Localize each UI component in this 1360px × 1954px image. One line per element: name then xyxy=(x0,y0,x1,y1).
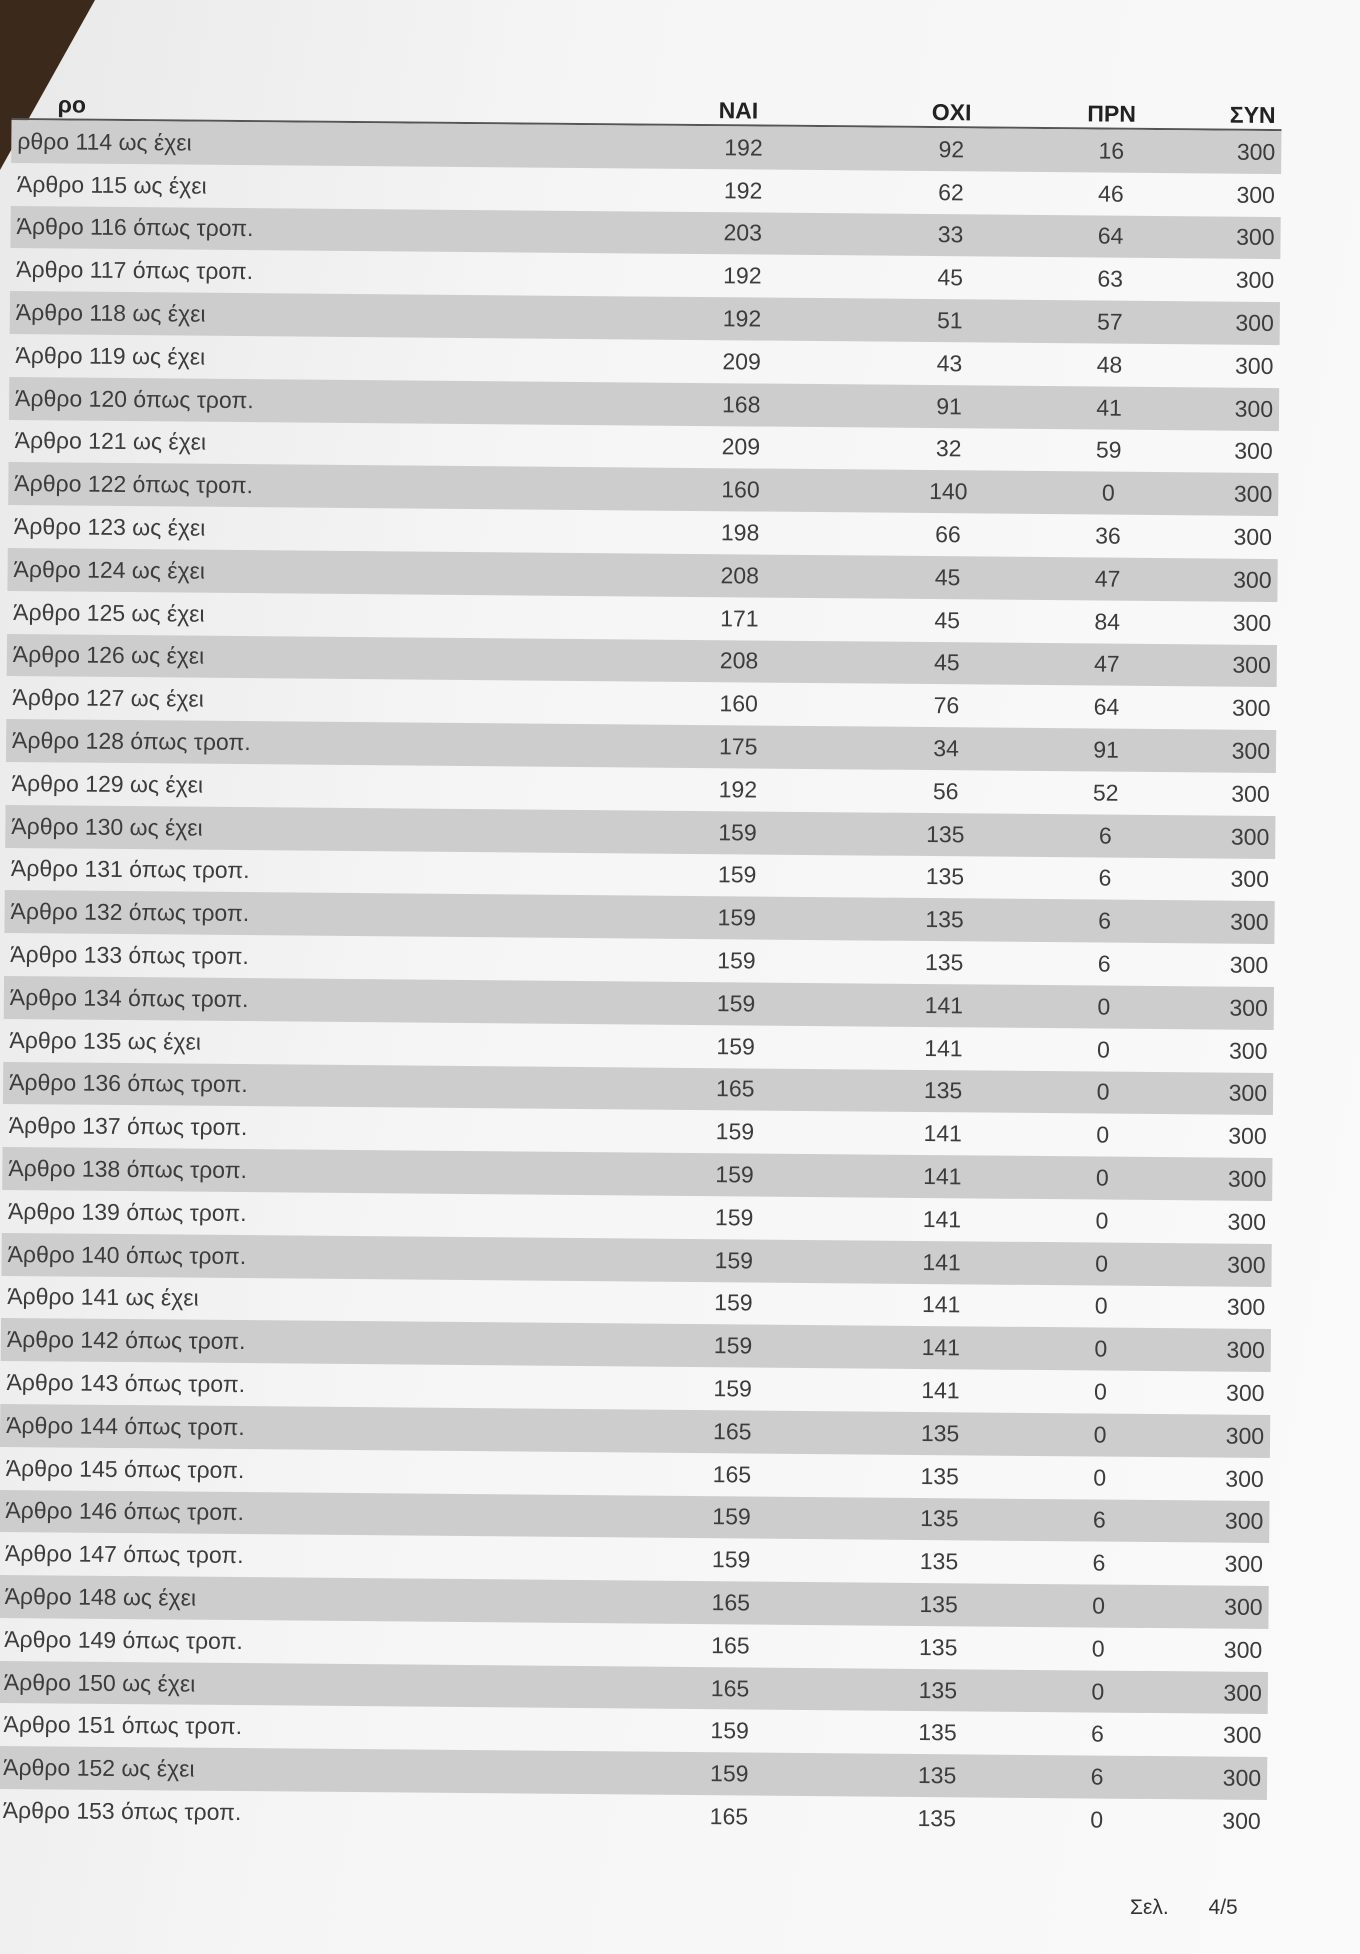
row-total: 300 xyxy=(1231,780,1270,807)
row-yes: 165 xyxy=(709,1803,749,1830)
row-yes: 159 xyxy=(714,1246,754,1274)
row-total: 300 xyxy=(1233,480,1273,508)
row-article: Άρθρο 151 όπως τροπ. xyxy=(3,1711,243,1740)
row-no: 135 xyxy=(920,1462,960,1489)
row-no: 135 xyxy=(919,1548,959,1575)
row-present: 0 xyxy=(1096,1078,1110,1106)
row-no: 91 xyxy=(936,392,962,419)
row-present: 0 xyxy=(1093,1378,1107,1405)
row-present: 16 xyxy=(1098,137,1125,164)
row-total: 300 xyxy=(1223,1636,1263,1663)
row-total: 300 xyxy=(1236,224,1275,251)
row-article: Άρθρο 138 όπως τροπ. xyxy=(8,1155,248,1184)
row-present: 0 xyxy=(1096,1036,1110,1063)
row-present: 84 xyxy=(1094,608,1121,635)
row-present: 47 xyxy=(1093,650,1120,678)
row-yes: 165 xyxy=(713,1417,752,1445)
row-no: 135 xyxy=(919,1590,958,1618)
row-present: 6 xyxy=(1098,907,1112,934)
header-yes: ΝΑΙ xyxy=(718,97,759,124)
row-article: Άρθρο 122 όπως τροπ. xyxy=(14,470,254,499)
row-no: 135 xyxy=(926,820,965,847)
row-article: Άρθρο 135 ως έχει xyxy=(9,1026,202,1055)
row-yes: 159 xyxy=(716,990,756,1017)
row-article: Άρθρο 131 όπως τροπ. xyxy=(10,855,250,884)
row-total: 300 xyxy=(1227,1251,1266,1278)
page-number: 4/5 xyxy=(1208,1896,1238,1919)
row-total: 300 xyxy=(1228,1080,1268,1107)
row-article: Άρθρο 141 ως έχει xyxy=(7,1283,199,1312)
row-present: 6 xyxy=(1092,1549,1106,1576)
row-no: 51 xyxy=(936,307,963,334)
row-yes: 159 xyxy=(710,1760,749,1787)
row-present: 6 xyxy=(1098,822,1112,849)
row-total: 300 xyxy=(1236,181,1276,208)
row-yes: 192 xyxy=(718,776,758,803)
row-yes: 159 xyxy=(715,1118,755,1145)
row-present: 6 xyxy=(1090,1763,1104,1790)
row-total: 300 xyxy=(1227,1165,1267,1193)
row-present: 91 xyxy=(1093,736,1119,763)
row-no: 66 xyxy=(935,521,961,548)
row-no: 135 xyxy=(918,1719,957,1746)
row-article: Άρθρο 133 όπως τροπ. xyxy=(10,941,249,970)
row-article: Άρθρο 120 όπως τροπ. xyxy=(14,384,254,413)
row-total: 300 xyxy=(1233,523,1273,551)
row-total: 300 xyxy=(1230,908,1269,936)
row-present: 0 xyxy=(1095,1250,1109,1277)
row-no: 32 xyxy=(935,435,962,462)
row-article: Άρθρο 137 όπως τροπ. xyxy=(8,1112,248,1141)
row-no: 92 xyxy=(938,135,965,163)
row-total: 300 xyxy=(1222,1722,1262,1749)
row-article: Άρθρο 128 όπως τροπ. xyxy=(12,727,251,756)
row-article: Άρθρο 139 όπως τροπ. xyxy=(7,1197,247,1226)
row-yes: 159 xyxy=(716,1032,755,1060)
row-no: 135 xyxy=(917,1804,957,1832)
row-no: 33 xyxy=(937,221,964,248)
row-total: 300 xyxy=(1227,1208,1267,1235)
row-present: 0 xyxy=(1094,1335,1108,1362)
row-present: 64 xyxy=(1093,693,1120,720)
row-article: Άρθρο 126 ως έχει xyxy=(12,641,205,670)
row-yes: 159 xyxy=(715,1161,754,1188)
row-total: 300 xyxy=(1223,1679,1262,1706)
row-yes: 168 xyxy=(721,390,761,418)
row-article: Άρθρο 132 όπως τροπ. xyxy=(10,898,250,927)
row-no: 135 xyxy=(925,863,965,890)
row-present: 36 xyxy=(1095,522,1121,549)
row-total: 300 xyxy=(1234,438,1273,465)
row-no: 45 xyxy=(934,563,961,591)
row-present: 0 xyxy=(1092,1592,1106,1619)
row-total: 300 xyxy=(1235,266,1275,294)
row-no: 135 xyxy=(924,949,964,976)
row-article: Άρθρο 119 ως έχει xyxy=(15,341,206,370)
row-present: 6 xyxy=(1090,1720,1104,1747)
row-present: 52 xyxy=(1092,779,1119,806)
row-yes: 160 xyxy=(721,476,760,503)
row-present: 0 xyxy=(1091,1678,1105,1705)
row-article: Άρθρο 124 ως έχει xyxy=(13,555,206,584)
row-present: 0 xyxy=(1093,1464,1107,1491)
row-article: Άρθρο 146 όπως τροπ. xyxy=(5,1497,245,1526)
row-no: 45 xyxy=(937,264,964,291)
row-yes: 165 xyxy=(711,1589,751,1616)
row-article: Άρθρο 142 όπως τροπ. xyxy=(6,1326,246,1355)
row-total: 300 xyxy=(1230,866,1270,893)
row-total: 300 xyxy=(1236,138,1276,165)
row-no: 135 xyxy=(918,1676,958,1703)
row-yes: 192 xyxy=(724,134,763,161)
row-present: 48 xyxy=(1096,351,1123,378)
row-no: 141 xyxy=(923,1163,962,1190)
row-no: 141 xyxy=(924,991,964,1019)
row-no: 135 xyxy=(918,1633,958,1661)
header-present: ΠΡΝ xyxy=(1087,100,1137,127)
row-yes: 192 xyxy=(723,176,763,204)
row-yes: 159 xyxy=(717,904,757,931)
vote-results-table xyxy=(0,66,1282,1843)
row-yes: 159 xyxy=(718,818,757,846)
row-yes: 192 xyxy=(723,262,762,289)
row-yes: 165 xyxy=(712,1460,752,1488)
row-total: 300 xyxy=(1228,1122,1267,1150)
row-total: 300 xyxy=(1232,652,1271,679)
row-no: 45 xyxy=(933,649,960,676)
row-total: 300 xyxy=(1231,737,1271,765)
row-yes: 198 xyxy=(720,519,760,546)
row-article: Άρθρο 127 ως έχει xyxy=(12,684,204,712)
row-yes: 165 xyxy=(710,1674,750,1702)
row-present: 0 xyxy=(1091,1635,1105,1662)
row-article: Άρθρο 143 όπως τροπ. xyxy=(6,1369,246,1398)
row-total: 300 xyxy=(1228,1037,1268,1064)
row-no: 135 xyxy=(920,1419,960,1447)
row-total: 300 xyxy=(1234,395,1274,422)
row-present: 0 xyxy=(1095,1164,1109,1191)
row-no: 141 xyxy=(921,1334,961,1361)
row-present: 46 xyxy=(1098,180,1124,207)
row-present: 41 xyxy=(1096,394,1122,421)
row-no: 135 xyxy=(923,1077,963,1104)
row-total: 300 xyxy=(1225,1422,1265,1449)
row-total: 300 xyxy=(1230,823,1270,850)
row-total: 300 xyxy=(1229,994,1268,1021)
row-yes: 165 xyxy=(715,1075,755,1102)
row-present: 47 xyxy=(1094,565,1121,592)
row-total: 300 xyxy=(1234,352,1274,379)
row-article: Άρθρο 118 ως έχει xyxy=(15,299,206,327)
row-yes: 165 xyxy=(711,1631,750,1659)
row-total: 300 xyxy=(1231,694,1271,722)
row-article: Άρθρο 150 ως έχει xyxy=(3,1668,196,1697)
row-no: 135 xyxy=(925,906,964,933)
row-yes: 209 xyxy=(722,348,761,375)
row-yes: 160 xyxy=(719,690,758,717)
row-total: 300 xyxy=(1225,1379,1265,1406)
row-present: 6 xyxy=(1097,950,1111,977)
row-article: Άρθρο 117 όπως τροπ. xyxy=(16,256,254,285)
row-present: 59 xyxy=(1095,436,1122,464)
row-present: 6 xyxy=(1098,864,1112,892)
row-article: Άρθρο 121 ως έχει xyxy=(14,427,207,456)
row-yes: 208 xyxy=(719,647,759,674)
row-no: 76 xyxy=(933,692,960,719)
row-yes: 192 xyxy=(722,305,762,332)
row-no: 141 xyxy=(921,1291,961,1318)
row-present: 64 xyxy=(1097,222,1124,250)
row-no: 141 xyxy=(924,1034,963,1061)
row-yes: 159 xyxy=(714,1289,753,1316)
row-no: 140 xyxy=(929,478,968,505)
row-total: 300 xyxy=(1233,566,1272,593)
row-no: 56 xyxy=(932,777,959,805)
row-yes: 159 xyxy=(712,1503,751,1530)
row-present: 0 xyxy=(1090,1806,1104,1833)
row-yes: 159 xyxy=(713,1332,753,1359)
row-total: 300 xyxy=(1224,1508,1264,1535)
row-no: 45 xyxy=(934,606,961,633)
row-no: 62 xyxy=(938,178,964,205)
row-yes: 208 xyxy=(720,562,760,589)
row-article: Άρθρο 115 ως έχει xyxy=(16,170,207,199)
row-yes: 171 xyxy=(720,604,759,632)
row-yes: 159 xyxy=(710,1717,749,1744)
row-no: 43 xyxy=(936,349,963,377)
row-total: 300 xyxy=(1224,1593,1263,1620)
row-article: Άρθρο 152 ως έχει xyxy=(3,1754,195,1782)
row-yes: 175 xyxy=(718,733,758,760)
row-article: Άρθρο 130 ως έχει xyxy=(11,812,203,841)
row-no: 141 xyxy=(922,1248,961,1275)
row-total: 300 xyxy=(1226,1336,1265,1364)
row-total: 300 xyxy=(1224,1550,1264,1578)
row-article: Άρθρο 147 όπως τροπ. xyxy=(4,1540,244,1569)
header-article: ρο xyxy=(57,91,87,118)
row-article: ρθρο 114 ως έχει xyxy=(17,127,192,156)
row-total: 300 xyxy=(1222,1807,1261,1834)
row-no: 141 xyxy=(921,1376,960,1404)
row-total: 300 xyxy=(1229,951,1269,979)
row-no: 135 xyxy=(920,1505,959,1532)
row-total: 300 xyxy=(1225,1465,1264,1492)
row-yes: 159 xyxy=(713,1375,752,1402)
row-article: Άρθρο 125 ως έχει xyxy=(13,598,205,627)
row-present: 0 xyxy=(1093,1421,1107,1448)
row-present: 0 xyxy=(1096,1121,1110,1148)
row-article: Άρθρο 145 όπως τροπ. xyxy=(5,1454,245,1483)
row-yes: 209 xyxy=(721,433,761,461)
row-present: 57 xyxy=(1096,308,1123,335)
row-article: Άρθρο 134 όπως τροπ. xyxy=(9,983,249,1012)
row-present: 0 xyxy=(1097,993,1111,1020)
row-yes: 203 xyxy=(723,219,763,247)
row-present: 0 xyxy=(1094,1292,1108,1320)
row-article: Άρθρο 140 όπως τροπ. xyxy=(7,1240,247,1269)
row-present: 0 xyxy=(1101,479,1115,506)
row-article: Άρθρο 129 ως έχει xyxy=(11,769,204,798)
row-article: Άρθρο 144 όπως τροπ. xyxy=(6,1411,245,1440)
row-present: 6 xyxy=(1092,1506,1106,1533)
row-yes: 159 xyxy=(714,1203,754,1231)
row-article: Άρθρο 123 ως έχει xyxy=(13,513,206,541)
header-total: ΣΥΝ xyxy=(1229,101,1276,129)
row-no: 141 xyxy=(923,1120,963,1147)
row-article: Άρθρο 149 όπως τροπ. xyxy=(4,1625,243,1654)
row-total: 300 xyxy=(1232,609,1272,636)
row-article: Άρθρο 136 όπως τροπ. xyxy=(9,1069,248,1098)
page-footer xyxy=(1130,1896,1272,1920)
row-present: 63 xyxy=(1097,265,1124,292)
row-no: 135 xyxy=(917,1762,957,1789)
row-article: Άρθρο 116 όπως τροπ. xyxy=(16,213,254,242)
row-no: 141 xyxy=(922,1205,962,1233)
row-total: 300 xyxy=(1222,1764,1262,1792)
table-body xyxy=(0,120,1281,1843)
header-no: ΟΧΙ xyxy=(931,99,972,126)
row-present: 0 xyxy=(1095,1207,1109,1234)
row-article: Άρθρο 153 όπως τροπ. xyxy=(2,1796,242,1826)
page-label: Σελ. xyxy=(1130,1896,1169,1919)
row-yes: 159 xyxy=(711,1546,751,1573)
row-yes: 159 xyxy=(717,861,757,888)
row-article: Άρθρο 148 ως έχει xyxy=(4,1582,197,1611)
row-yes: 159 xyxy=(717,947,756,974)
row-no: 34 xyxy=(933,735,959,762)
row-total: 300 xyxy=(1226,1294,1266,1321)
row-total: 300 xyxy=(1235,309,1274,337)
